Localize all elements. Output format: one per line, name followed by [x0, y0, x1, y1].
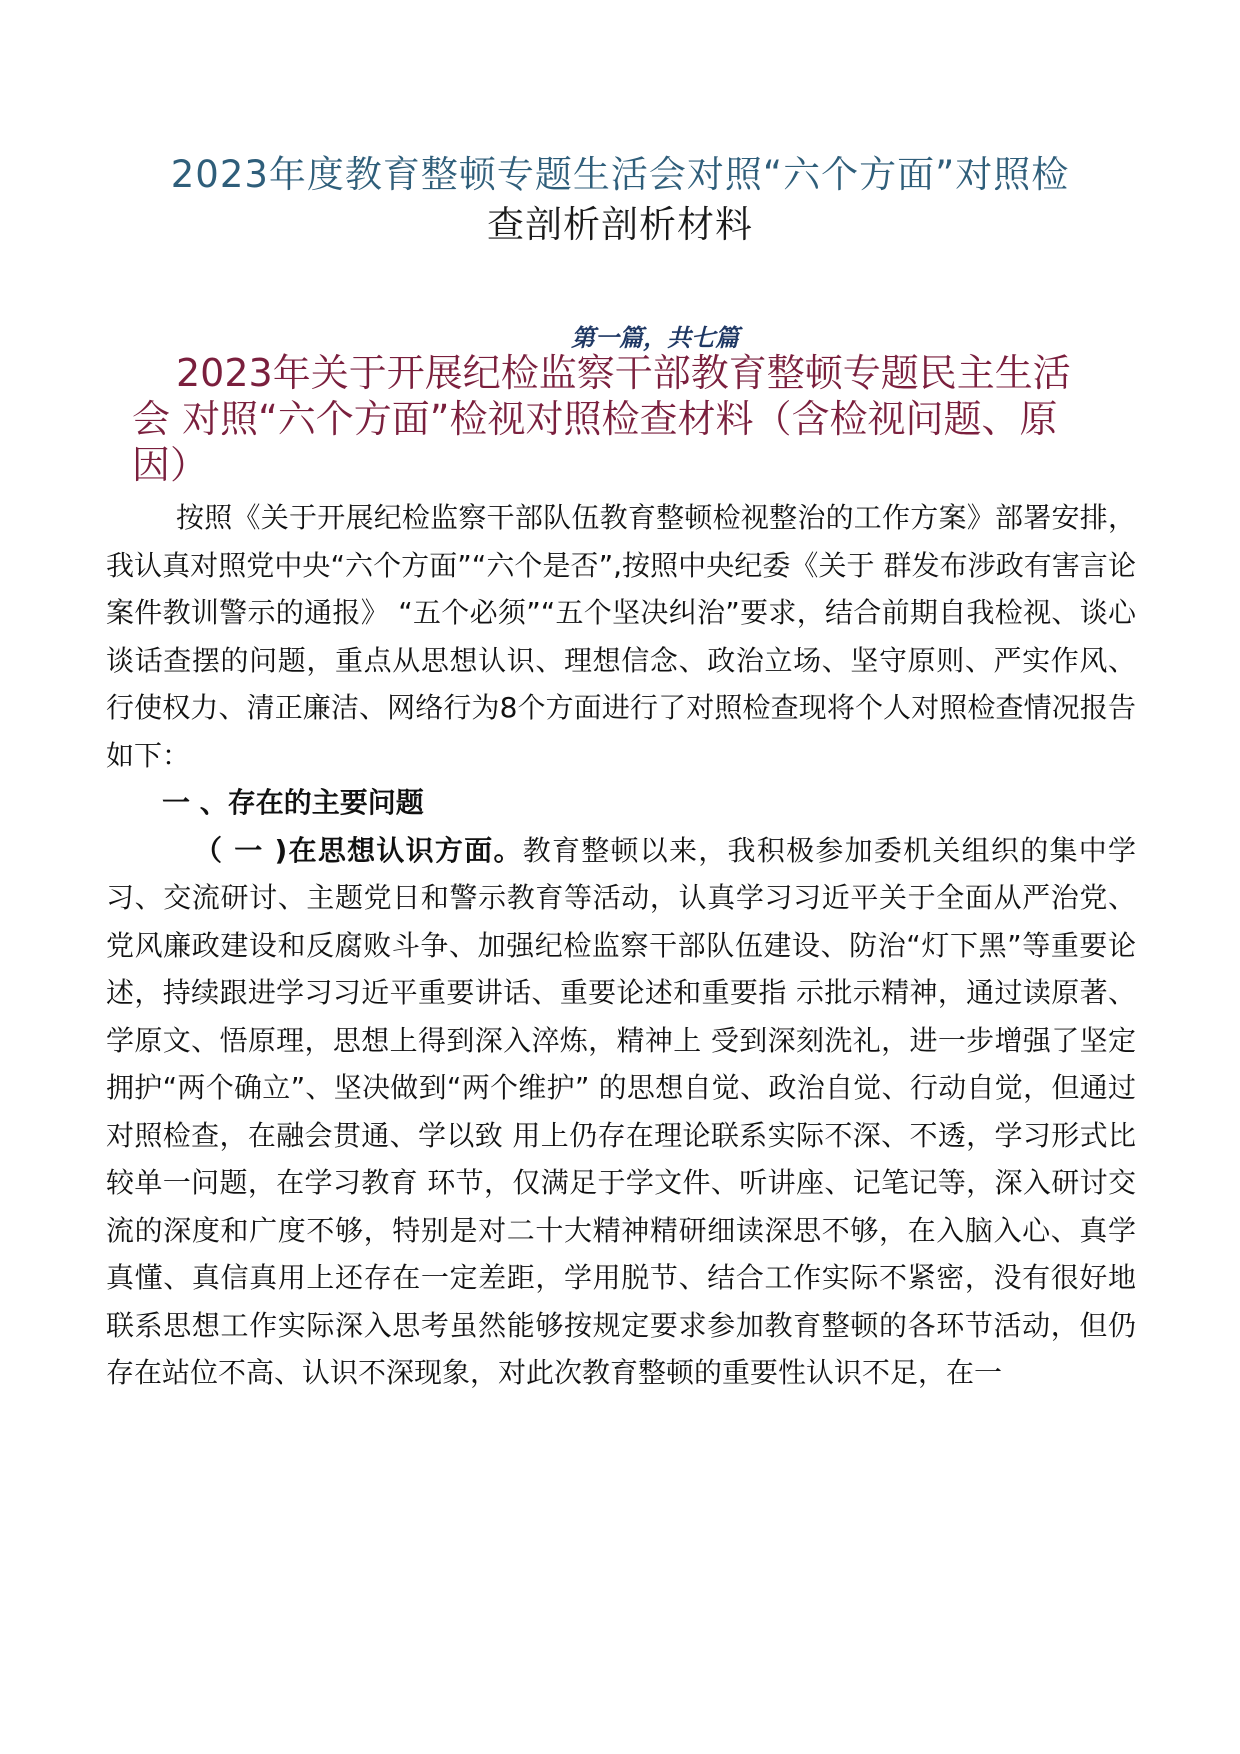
- part-label: 第一篇，共七篇: [571, 323, 739, 352]
- section-title-line-3: 因）: [132, 443, 209, 487]
- sub-heading-ideological-awareness: （ 一 )在思想认识方面。: [194, 833, 523, 867]
- document-title-line-2: 查剖析剖析材料: [487, 203, 753, 246]
- document-title: [100, 150, 1140, 250]
- sub-paragraph-text: 教育整顿以来，我积极参加委机关组织的集中学习、交流研讨、主题党日和警示教育等活动，认真学习习近平关于全面从严治党、党风廉政建设和反腐败斗争、加强纪检监察干部队伍建设、防治“灯下黑”等重要论述，持续跟进学习习近平重要讲话、重要论述和重要指 示批示精神，通过读原著、学原文、悟原理，思想上得到深入淬炼，精神上 受到深刻洗礼，进一步增强了坚定拥护“两个确立”、坚决做到“两个维护” 的思想自觉、政治自觉、行动自觉，但通过对照检查，在融会贯通、学以致 用上仍存在理论联系实际不深、不透，学习形式比较单一问题，在学习教育 环节，仅满足于学文件、听讲座、记笔记等，深入研讨交流的深度和广度不够，特别是对二十大精神精研细读深思不够，在入脑入心、真学真懂、真信真用上还存在一定差距，学用脱节、结合工作实际不紧密，没有很好地联系思想工作实际深入思考虽然能够按规定要求参加教育整顿的各环节活动，但仍存在站位不高、认识不深现象，对此次教育整顿的重要性认识不足，在一: [106, 833, 1136, 1389]
- paragraph-ideological-awareness: [106, 827, 1136, 1397]
- document-body: [106, 494, 1136, 1397]
- intro-paragraph: 按照《关于开展纪检监察干部队伍教育整顿检视整治的工作方案》部署安排，我认真对照党中央“六个方面”“六个是否”,按照中央纪委《关于 群发布涉政有害言论案件教训警示的通报》 “五个必须”“五个坚决纠治”要求，结合前期自我检视、谈心谈话查摆的问题，重点从思想认识、理想信念、政治立场、坚守原则、严实作风、行使权力、清正廉洁、网络行为8个方面进行了对照检查现将个人对照检查情况报告如下：: [106, 501, 1136, 772]
- section-title-line-1: 2023年关于开展纪检监察干部教育整顿专题民主生活: [176, 351, 1071, 395]
- section-title-line-2: 会 对照“六个方面”检视对照检查材料（含检视问题、原: [132, 397, 1058, 441]
- heading-existing-problems: 一 、存在的主要问题: [162, 786, 424, 819]
- section-title: [132, 350, 1142, 488]
- document-title-line-1: 2023年度教育整顿专题生活会对照“六个方面”对照检: [170, 153, 1070, 196]
